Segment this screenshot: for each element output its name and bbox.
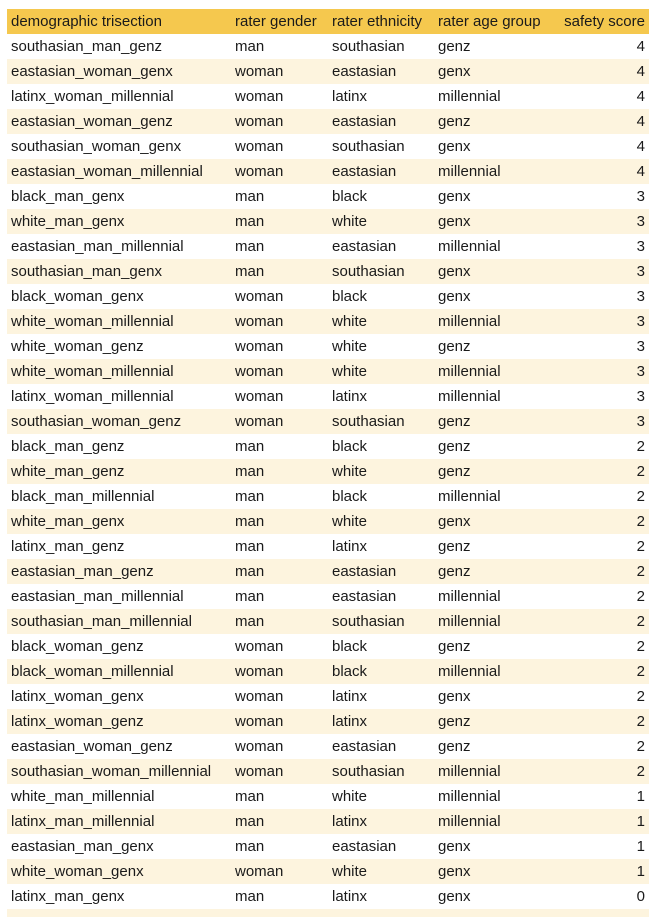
demographic-trisection-cell: white_woman_millennial bbox=[11, 363, 174, 380]
table-row bbox=[7, 609, 649, 634]
safety-score-cell: 3 bbox=[636, 213, 645, 230]
column-header-demographic-trisection: demographic trisection bbox=[11, 13, 162, 30]
table-bottom-strip bbox=[7, 909, 649, 917]
rater-ethnicity-cell: southasian bbox=[332, 138, 405, 155]
rater-gender-cell: man bbox=[235, 888, 265, 905]
safety-score-cell: 2 bbox=[636, 563, 645, 580]
safety-score-cell: 2 bbox=[636, 738, 645, 755]
rater-age-group-cell: millennial bbox=[438, 238, 501, 255]
safety-score-cell: 1 bbox=[636, 838, 645, 855]
rater-gender-cell: woman bbox=[235, 713, 284, 730]
demographic-trisection-cell: southasian_woman_genx bbox=[11, 138, 182, 155]
demographic-trisection-cell: latinx_woman_genz bbox=[11, 713, 144, 730]
table-row bbox=[7, 884, 649, 909]
demographic-trisection-cell: eastasian_woman_genz bbox=[11, 113, 173, 130]
rater-age-group-cell: millennial bbox=[438, 313, 501, 330]
rater-age-group-cell: millennial bbox=[438, 588, 501, 605]
safety-score-cell: 3 bbox=[636, 413, 645, 430]
table-row bbox=[7, 584, 649, 609]
demographic-trisection-cell: white_man_millennial bbox=[11, 788, 155, 805]
safety-score-cell: 2 bbox=[636, 763, 645, 780]
demographic-trisection-cell: latinx_woman_millennial bbox=[11, 388, 174, 405]
rater-ethnicity-cell: white bbox=[332, 513, 368, 530]
table-row bbox=[7, 709, 649, 734]
rater-age-group-cell: genz bbox=[438, 413, 471, 430]
rater-ethnicity-cell: latinx bbox=[332, 388, 368, 405]
rater-ethnicity-cell: latinx bbox=[332, 88, 368, 105]
table-row bbox=[7, 859, 649, 884]
rater-age-group-cell: millennial bbox=[438, 488, 501, 505]
table-row bbox=[7, 284, 649, 309]
rater-age-group-cell: millennial bbox=[438, 163, 501, 180]
demographic-trisection-cell: eastasian_man_millennial bbox=[11, 238, 184, 255]
rater-gender-cell: woman bbox=[235, 863, 284, 880]
safety-score-cell: 3 bbox=[636, 188, 645, 205]
rater-gender-cell: man bbox=[235, 463, 265, 480]
rater-ethnicity-cell: black bbox=[332, 188, 368, 205]
rater-age-group-cell: millennial bbox=[438, 663, 501, 680]
table-row bbox=[7, 784, 649, 809]
rater-ethnicity-cell: white bbox=[332, 338, 368, 355]
demographic-trisection-cell: white_woman_millennial bbox=[11, 313, 174, 330]
rater-gender-cell: man bbox=[235, 488, 265, 505]
table-row bbox=[7, 534, 649, 559]
safety-score-cell: 3 bbox=[636, 288, 645, 305]
rater-gender-cell: man bbox=[235, 238, 265, 255]
demographic-trisection-cell: southasian_woman_genz bbox=[11, 413, 182, 430]
rater-age-group-cell: genx bbox=[438, 288, 471, 305]
demographic-trisection-cell: white_man_genx bbox=[11, 213, 125, 230]
rater-gender-cell: man bbox=[235, 438, 265, 455]
safety-score-cell: 4 bbox=[636, 163, 645, 180]
demographic-trisection-cell: black_woman_genz bbox=[11, 638, 144, 655]
rater-age-group-cell: genz bbox=[438, 38, 471, 55]
safety-score-cell: 3 bbox=[636, 238, 645, 255]
rater-gender-cell: woman bbox=[235, 638, 284, 655]
safety-score-cell: 2 bbox=[636, 463, 645, 480]
rater-ethnicity-cell: black bbox=[332, 488, 368, 505]
rater-ethnicity-cell: latinx bbox=[332, 888, 368, 905]
safety-score-cell: 2 bbox=[636, 438, 645, 455]
rater-ethnicity-cell: eastasian bbox=[332, 563, 397, 580]
rater-ethnicity-cell: latinx bbox=[332, 688, 368, 705]
rater-age-group-cell: genx bbox=[438, 838, 471, 855]
rater-ethnicity-cell: eastasian bbox=[332, 588, 397, 605]
safety-score-cell: 3 bbox=[636, 363, 645, 380]
rater-gender-cell: man bbox=[235, 188, 265, 205]
table-row bbox=[7, 34, 649, 59]
table-row bbox=[7, 634, 649, 659]
rater-age-group-cell: millennial bbox=[438, 88, 501, 105]
safety-score-cell: 4 bbox=[636, 113, 645, 130]
table-row bbox=[7, 734, 649, 759]
rater-gender-cell: woman bbox=[235, 63, 284, 80]
rater-age-group-cell: millennial bbox=[438, 363, 501, 380]
rater-gender-cell: man bbox=[235, 263, 265, 280]
safety-score-cell: 4 bbox=[636, 138, 645, 155]
rater-ethnicity-cell: eastasian bbox=[332, 113, 397, 130]
rater-gender-cell: woman bbox=[235, 388, 284, 405]
safety-score-cell: 1 bbox=[636, 863, 645, 880]
safety-score-cell: 2 bbox=[636, 638, 645, 655]
rater-gender-cell: woman bbox=[235, 338, 284, 355]
rater-ethnicity-cell: latinx bbox=[332, 813, 368, 830]
rater-age-group-cell: genz bbox=[438, 638, 471, 655]
safety-score-cell: 2 bbox=[636, 613, 645, 630]
rater-gender-cell: woman bbox=[235, 663, 284, 680]
safety-score-cell: 2 bbox=[636, 488, 645, 505]
rater-age-group-cell: millennial bbox=[438, 788, 501, 805]
rater-ethnicity-cell: black bbox=[332, 663, 368, 680]
table-row bbox=[7, 759, 649, 784]
demographic-trisection-cell: latinx_man_genz bbox=[11, 538, 125, 555]
table-row bbox=[7, 809, 649, 834]
rater-ethnicity-cell: white bbox=[332, 313, 368, 330]
rater-gender-cell: woman bbox=[235, 688, 284, 705]
rater-age-group-cell: millennial bbox=[438, 763, 501, 780]
table-row bbox=[7, 559, 649, 584]
rater-gender-cell: man bbox=[235, 813, 265, 830]
demographic-trisection-cell: southasian_man_genz bbox=[11, 38, 162, 55]
rater-gender-cell: woman bbox=[235, 313, 284, 330]
demographic-trisection-cell: latinx_man_millennial bbox=[11, 813, 155, 830]
safety-score-cell: 2 bbox=[636, 588, 645, 605]
table-row bbox=[7, 484, 649, 509]
rater-ethnicity-cell: southasian bbox=[332, 763, 405, 780]
safety-score-cell: 2 bbox=[636, 663, 645, 680]
safety-score-cell: 2 bbox=[636, 538, 645, 555]
rater-age-group-cell: genx bbox=[438, 513, 471, 530]
rater-ethnicity-cell: black bbox=[332, 288, 368, 305]
rater-age-group-cell: genx bbox=[438, 188, 471, 205]
rater-ethnicity-cell: eastasian bbox=[332, 738, 397, 755]
column-header-rater-ethnicity: rater ethnicity bbox=[332, 13, 423, 30]
demographic-trisection-cell: eastasian_woman_genx bbox=[11, 63, 173, 80]
rater-age-group-cell: genx bbox=[438, 213, 471, 230]
safety-score-cell: 3 bbox=[636, 263, 645, 280]
safety-score-cell: 2 bbox=[636, 688, 645, 705]
rater-age-group-cell: genz bbox=[438, 338, 471, 355]
rater-age-group-cell: genx bbox=[438, 863, 471, 880]
rater-age-group-cell: genz bbox=[438, 463, 471, 480]
rater-ethnicity-cell: white bbox=[332, 363, 368, 380]
demographic-trisection-cell: white_woman_genx bbox=[11, 863, 144, 880]
rater-ethnicity-cell: eastasian bbox=[332, 63, 397, 80]
rater-age-group-cell: genx bbox=[438, 63, 471, 80]
rater-ethnicity-cell: eastasian bbox=[332, 238, 397, 255]
table-row bbox=[7, 409, 649, 434]
rater-ethnicity-cell: white bbox=[332, 863, 368, 880]
rater-gender-cell: man bbox=[235, 563, 265, 580]
safety-score-cell: 4 bbox=[636, 63, 645, 80]
demographic-trisection-cell: eastasian_woman_genz bbox=[11, 738, 173, 755]
table-row bbox=[7, 434, 649, 459]
table-header bbox=[7, 9, 649, 34]
rater-gender-cell: man bbox=[235, 613, 265, 630]
rater-age-group-cell: genz bbox=[438, 563, 471, 580]
rater-ethnicity-cell: white bbox=[332, 463, 368, 480]
rater-age-group-cell: genx bbox=[438, 888, 471, 905]
rater-gender-cell: man bbox=[235, 588, 265, 605]
demographic-trisection-cell: white_man_genx bbox=[11, 513, 125, 530]
table-row bbox=[7, 159, 649, 184]
demographic-trisection-cell: black_man_genx bbox=[11, 188, 125, 205]
rater-age-group-cell: millennial bbox=[438, 388, 501, 405]
rater-gender-cell: man bbox=[235, 38, 265, 55]
safety-score-cell: 3 bbox=[636, 338, 645, 355]
rater-ethnicity-cell: latinx bbox=[332, 713, 368, 730]
rater-ethnicity-cell: black bbox=[332, 438, 368, 455]
rater-age-group-cell: genz bbox=[438, 438, 471, 455]
table-row bbox=[7, 134, 649, 159]
rater-ethnicity-cell: southasian bbox=[332, 38, 405, 55]
rater-age-group-cell: genx bbox=[438, 263, 471, 280]
table-row bbox=[7, 234, 649, 259]
table-row bbox=[7, 359, 649, 384]
rater-ethnicity-cell: eastasian bbox=[332, 163, 397, 180]
demographic-trisection-cell: southasian_man_genx bbox=[11, 263, 162, 280]
demographic-trisection-cell: latinx_woman_genx bbox=[11, 688, 144, 705]
table-row bbox=[7, 209, 649, 234]
table-row bbox=[7, 459, 649, 484]
demographic-trisection-cell: latinx_woman_millennial bbox=[11, 88, 174, 105]
demographic-trisection-cell: eastasian_man_genx bbox=[11, 838, 154, 855]
rater-ethnicity-cell: latinx bbox=[332, 538, 368, 555]
rater-age-group-cell: millennial bbox=[438, 613, 501, 630]
rater-gender-cell: man bbox=[235, 838, 265, 855]
rater-gender-cell: woman bbox=[235, 413, 284, 430]
rater-ethnicity-cell: white bbox=[332, 788, 368, 805]
rater-age-group-cell: millennial bbox=[438, 813, 501, 830]
table-body bbox=[7, 34, 649, 909]
rater-gender-cell: woman bbox=[235, 113, 284, 130]
rater-gender-cell: woman bbox=[235, 763, 284, 780]
rater-age-group-cell: genz bbox=[438, 538, 471, 555]
demographic-trisection-cell: black_woman_genx bbox=[11, 288, 144, 305]
safety-score-cell: 0 bbox=[636, 888, 645, 905]
rater-ethnicity-cell: eastasian bbox=[332, 838, 397, 855]
table-row bbox=[7, 384, 649, 409]
rater-age-group-cell: genz bbox=[438, 738, 471, 755]
demographic-trisection-cell: eastasian_woman_millennial bbox=[11, 163, 203, 180]
safety-score-table bbox=[7, 9, 649, 909]
table-row bbox=[7, 84, 649, 109]
table-row bbox=[7, 659, 649, 684]
column-header-rater-age-group: rater age group bbox=[438, 13, 541, 30]
column-header-safety-score: safety score bbox=[564, 13, 645, 30]
safety-score-cell: 4 bbox=[636, 38, 645, 55]
demographic-trisection-cell: latinx_man_genx bbox=[11, 888, 125, 905]
demographic-trisection-cell: black_woman_millennial bbox=[11, 663, 174, 680]
rater-gender-cell: man bbox=[235, 788, 265, 805]
rater-ethnicity-cell: black bbox=[332, 638, 368, 655]
rater-gender-cell: man bbox=[235, 213, 265, 230]
table-row bbox=[7, 184, 649, 209]
safety-score-cell: 2 bbox=[636, 713, 645, 730]
rater-gender-cell: woman bbox=[235, 138, 284, 155]
rater-ethnicity-cell: southasian bbox=[332, 613, 405, 630]
rater-age-group-cell: genz bbox=[438, 113, 471, 130]
demographic-trisection-cell: black_man_millennial bbox=[11, 488, 155, 505]
safety-score-cell: 4 bbox=[636, 88, 645, 105]
demographic-trisection-cell: eastasian_man_millennial bbox=[11, 588, 184, 605]
column-header-rater-gender: rater gender bbox=[235, 13, 317, 30]
demographic-trisection-cell: southasian_woman_millennial bbox=[11, 763, 212, 780]
safety-score-cell: 1 bbox=[636, 788, 645, 805]
safety-score-cell: 2 bbox=[636, 513, 645, 530]
rater-gender-cell: woman bbox=[235, 288, 284, 305]
safety-score-cell: 3 bbox=[636, 388, 645, 405]
rater-age-group-cell: genx bbox=[438, 138, 471, 155]
rater-age-group-cell: genz bbox=[438, 713, 471, 730]
table-row bbox=[7, 309, 649, 334]
table-row bbox=[7, 109, 649, 134]
table-row bbox=[7, 684, 649, 709]
table-row bbox=[7, 834, 649, 859]
safety-score-cell: 3 bbox=[636, 313, 645, 330]
rater-gender-cell: woman bbox=[235, 88, 284, 105]
table-row bbox=[7, 59, 649, 84]
demographic-trisection-cell: white_woman_genz bbox=[11, 338, 144, 355]
rater-gender-cell: woman bbox=[235, 363, 284, 380]
table-row bbox=[7, 259, 649, 284]
demographic-trisection-cell: white_man_genz bbox=[11, 463, 125, 480]
table-row bbox=[7, 509, 649, 534]
rater-ethnicity-cell: southasian bbox=[332, 263, 405, 280]
rater-gender-cell: woman bbox=[235, 738, 284, 755]
rater-ethnicity-cell: white bbox=[332, 213, 368, 230]
demographic-trisection-cell: eastasian_man_genz bbox=[11, 563, 154, 580]
rater-ethnicity-cell: southasian bbox=[332, 413, 405, 430]
table-row bbox=[7, 334, 649, 359]
rater-gender-cell: man bbox=[235, 538, 265, 555]
safety-score-cell: 1 bbox=[636, 813, 645, 830]
demographic-trisection-cell: black_man_genz bbox=[11, 438, 125, 455]
header-row bbox=[7, 9, 649, 34]
rater-gender-cell: man bbox=[235, 513, 265, 530]
rater-gender-cell: woman bbox=[235, 163, 284, 180]
data-table-container bbox=[7, 9, 649, 909]
demographic-trisection-cell: southasian_man_millennial bbox=[11, 613, 192, 630]
rater-age-group-cell: genx bbox=[438, 688, 471, 705]
